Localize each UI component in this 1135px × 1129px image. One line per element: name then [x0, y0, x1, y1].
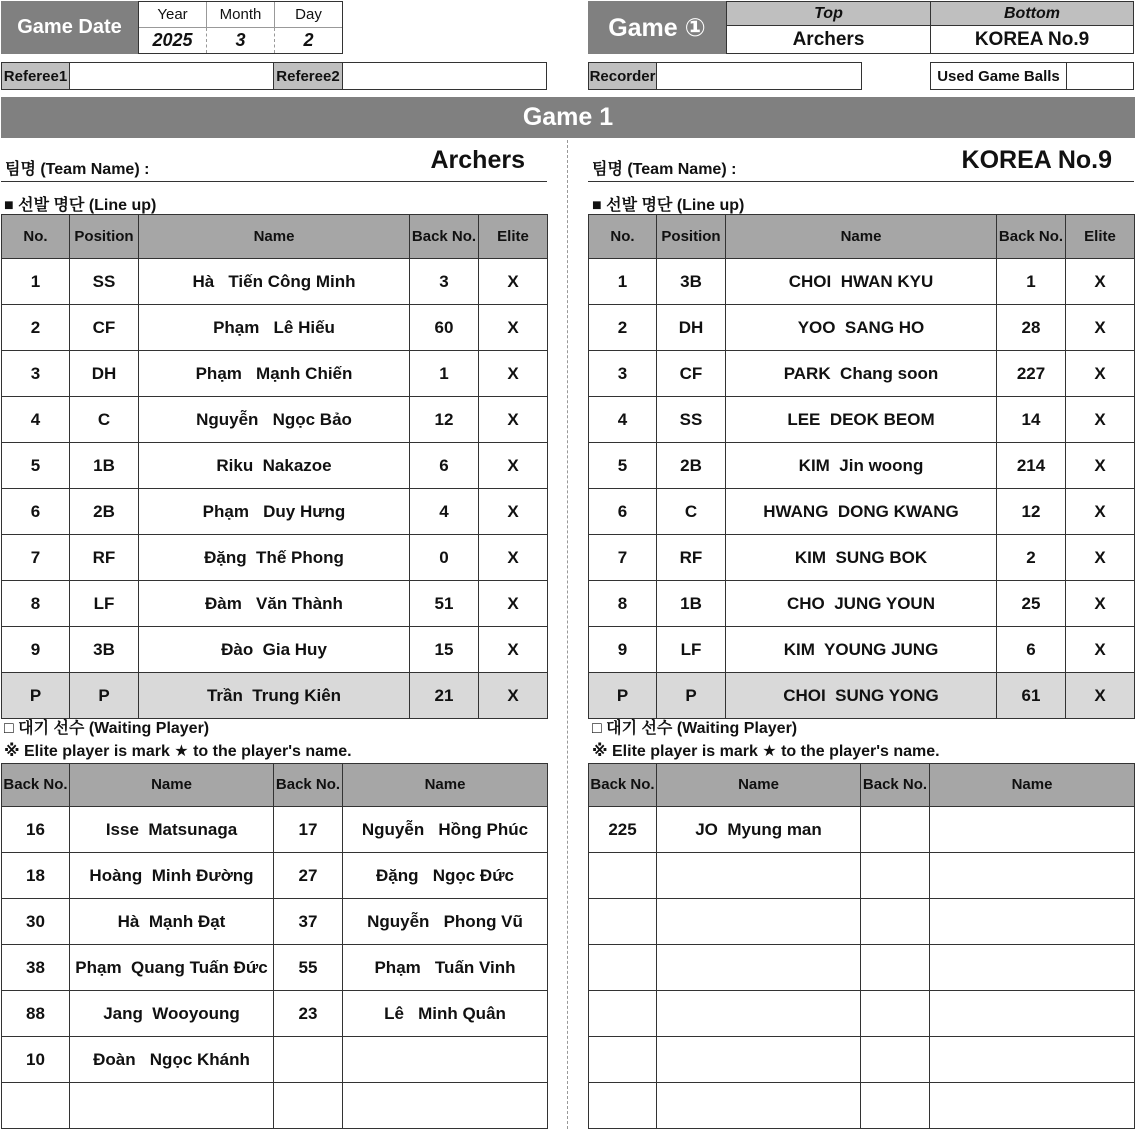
player-name-cell[interactable]: Đào Gia Huy — [139, 627, 410, 673]
back-number-cell[interactable]: 55 — [274, 945, 343, 991]
waiting-row — [589, 945, 1135, 991]
elite-cell[interactable]: X — [479, 581, 548, 627]
year-label: Year — [139, 2, 207, 28]
left-team-name-value[interactable]: Archers — [430, 146, 525, 174]
back-number-cell[interactable]: 17 — [274, 807, 343, 853]
player-name-cell[interactable]: Phạm Tuấn Vinh — [343, 945, 548, 991]
position-cell[interactable]: LF — [657, 627, 726, 673]
player-name-cell[interactable] — [930, 945, 1135, 991]
recorder-row — [588, 62, 862, 90]
lineup-row — [2, 351, 548, 397]
player-name-cell[interactable]: HWANG DONG KWANG — [726, 489, 997, 535]
back-number-cell[interactable] — [861, 1083, 930, 1129]
player-name-cell[interactable]: CHOI HWAN KYU — [726, 259, 997, 305]
top-team-value[interactable]: Archers — [727, 26, 931, 53]
back-number-cell[interactable]: 27 — [274, 853, 343, 899]
col-back-no: Back No. — [997, 215, 1066, 259]
waiting-row — [589, 991, 1135, 1037]
player-name-cell[interactable]: Nguyễn Ngọc Bảo — [139, 397, 410, 443]
position-cell[interactable]: DH — [70, 351, 139, 397]
back-number-cell[interactable]: 61 — [997, 673, 1066, 719]
batting-order-cell[interactable]: 5 — [589, 443, 657, 489]
back-number-cell[interactable]: 227 — [997, 351, 1066, 397]
lineup-row — [589, 535, 1135, 581]
back-number-cell[interactable]: 2 — [997, 535, 1066, 581]
position-cell[interactable]: CF — [70, 305, 139, 351]
player-name-cell[interactable]: Đàm Văn Thành — [139, 581, 410, 627]
col-back-no: Back No. — [410, 215, 479, 259]
back-number-cell[interactable]: 88 — [2, 991, 70, 1037]
back-number-cell[interactable]: 4 — [410, 489, 479, 535]
position-cell[interactable]: 3B — [70, 627, 139, 673]
back-number-cell[interactable]: 37 — [274, 899, 343, 945]
player-name-cell[interactable]: Jang Wooyoung — [70, 991, 274, 1037]
back-number-cell[interactable]: 30 — [2, 899, 70, 945]
player-name-cell[interactable]: Phạm Mạnh Chiến — [139, 351, 410, 397]
back-number-cell[interactable] — [589, 1083, 657, 1129]
player-name-cell[interactable] — [657, 991, 861, 1037]
back-number-cell[interactable]: 1 — [410, 351, 479, 397]
used-balls-input[interactable] — [1067, 63, 1133, 89]
back-number-cell[interactable]: 14 — [997, 397, 1066, 443]
batting-order-cell[interactable]: 7 — [2, 535, 70, 581]
day-value[interactable]: 2 — [303, 30, 314, 50]
recorder-input[interactable] — [657, 63, 861, 89]
back-number-cell[interactable] — [589, 1037, 657, 1083]
player-name-cell[interactable]: Đặng Ngọc Đức — [343, 853, 548, 899]
col-position: Position — [70, 215, 139, 259]
elite-cell[interactable]: X — [479, 443, 548, 489]
right-team-name-row — [588, 144, 1134, 182]
right-elite-note: ※ Elite player is mark ★ to the player's name. — [592, 743, 940, 760]
player-name-cell[interactable]: KIM YOUNG JUNG — [726, 627, 997, 673]
lineup-row — [589, 489, 1135, 535]
elite-cell[interactable]: X — [479, 489, 548, 535]
elite-cell[interactable]: X — [479, 351, 548, 397]
player-name-cell[interactable] — [657, 899, 861, 945]
game-date-label: Game Date — [1, 1, 138, 54]
position-cell[interactable]: 2B — [657, 443, 726, 489]
waiting-row — [589, 899, 1135, 945]
lineup-row — [589, 351, 1135, 397]
player-name-cell[interactable]: Đặng Thế Phong — [139, 535, 410, 581]
back-number-cell[interactable] — [589, 945, 657, 991]
lineup-row — [589, 259, 1135, 305]
top-bottom-box — [726, 1, 1134, 54]
position-cell[interactable]: SS — [70, 259, 139, 305]
player-name-cell[interactable] — [657, 1083, 861, 1129]
batting-order-cell[interactable]: 4 — [589, 397, 657, 443]
bottom-label: Bottom — [931, 2, 1133, 26]
batting-order-cell[interactable]: 8 — [2, 581, 70, 627]
player-name-cell[interactable]: LEE DEOK BEOM — [726, 397, 997, 443]
back-number-cell[interactable] — [861, 945, 930, 991]
lineup-row — [589, 673, 1135, 719]
player-name-cell[interactable]: Nguyễn Phong Vũ — [343, 899, 548, 945]
back-number-cell[interactable]: 28 — [997, 305, 1066, 351]
position-cell[interactable]: RF — [657, 535, 726, 581]
batting-order-cell[interactable]: 8 — [589, 581, 657, 627]
elite-cell[interactable]: X — [1066, 259, 1135, 305]
back-number-cell[interactable]: 225 — [589, 807, 657, 853]
used-balls-label: Used Game Balls — [931, 63, 1067, 89]
month-value[interactable]: 3 — [207, 28, 275, 53]
referee1-input[interactable] — [70, 63, 274, 89]
lineup-row — [2, 443, 548, 489]
player-name-cell[interactable]: Hoàng Minh Đường — [70, 853, 274, 899]
elite-cell[interactable]: X — [479, 627, 548, 673]
col-no: No. — [589, 215, 657, 259]
position-cell[interactable]: SS — [657, 397, 726, 443]
batting-order-cell[interactable]: P — [2, 673, 70, 719]
back-number-cell[interactable]: 16 — [2, 807, 70, 853]
col-name: Name — [726, 215, 997, 259]
back-number-cell[interactable]: 51 — [410, 581, 479, 627]
back-number-cell[interactable] — [589, 853, 657, 899]
back-number-cell[interactable] — [861, 991, 930, 1037]
back-number-cell[interactable]: 6 — [997, 627, 1066, 673]
position-cell[interactable]: P — [70, 673, 139, 719]
waiting-row — [2, 1037, 548, 1083]
game-number-label: Game ① — [588, 1, 726, 54]
back-number-cell[interactable] — [274, 1083, 343, 1129]
col-name: Name — [70, 764, 274, 807]
col-back-no: Back No. — [2, 764, 70, 807]
right-team-name-value[interactable]: KOREA No.9 — [961, 146, 1112, 174]
col-no: No. — [2, 215, 70, 259]
back-number-cell[interactable]: 21 — [410, 673, 479, 719]
recorder-label: Recorder — [589, 63, 657, 89]
batting-order-cell[interactable]: 4 — [2, 397, 70, 443]
position-cell[interactable]: RF — [70, 535, 139, 581]
col-elite: Elite — [479, 215, 548, 259]
back-number-cell[interactable] — [589, 991, 657, 1037]
back-number-cell[interactable]: 214 — [997, 443, 1066, 489]
elite-cell[interactable]: X — [479, 259, 548, 305]
referee2-input[interactable] — [343, 63, 546, 89]
waiting-row — [589, 807, 1135, 853]
batting-order-cell[interactable]: 9 — [589, 627, 657, 673]
position-cell[interactable]: 1B — [657, 581, 726, 627]
batting-order-cell[interactable]: 6 — [589, 489, 657, 535]
position-cell[interactable]: CF — [657, 351, 726, 397]
batting-order-cell[interactable]: 1 — [589, 259, 657, 305]
back-number-cell[interactable]: 38 — [2, 945, 70, 991]
back-number-cell[interactable]: 12 — [997, 489, 1066, 535]
player-name-cell[interactable] — [343, 1037, 548, 1083]
waiting-row — [2, 807, 548, 853]
col-name: Name — [657, 764, 861, 807]
back-number-cell[interactable] — [861, 899, 930, 945]
player-name-cell[interactable]: Hà Mạnh Đạt — [70, 899, 274, 945]
back-number-cell[interactable]: 60 — [410, 305, 479, 351]
player-name-cell[interactable]: Hà Tiến Công Minh — [139, 259, 410, 305]
player-name-cell[interactable] — [930, 899, 1135, 945]
right-waiting-heading: □ 대기 선수 (Waiting Player) — [592, 720, 798, 737]
player-name-cell[interactable] — [657, 945, 861, 991]
referee2-label: Referee2 — [274, 63, 343, 89]
back-number-cell[interactable] — [861, 1037, 930, 1083]
batting-order-cell[interactable]: 7 — [589, 535, 657, 581]
col-back-no: Back No. — [589, 764, 657, 807]
lineup-row — [2, 535, 548, 581]
game-banner: Game 1 — [1, 97, 1135, 138]
player-name-cell[interactable] — [657, 853, 861, 899]
player-name-cell[interactable]: Lê Minh Quân — [343, 991, 548, 1037]
col-name: Name — [930, 764, 1135, 807]
elite-cell[interactable]: X — [1066, 673, 1135, 719]
batting-order-cell[interactable]: 2 — [2, 305, 70, 351]
player-name-cell[interactable]: Isse Matsunaga — [70, 807, 274, 853]
player-name-cell[interactable]: YOO SANG HO — [726, 305, 997, 351]
player-name-cell[interactable]: KIM Jin woong — [726, 443, 997, 489]
player-name-cell[interactable]: CHOI SUNG YONG — [726, 673, 997, 719]
back-number-cell[interactable]: 0 — [410, 535, 479, 581]
player-name-cell[interactable] — [930, 991, 1135, 1037]
right-lineup-table — [588, 214, 1135, 719]
player-name-cell[interactable]: JO Myung man — [657, 807, 861, 853]
col-back-no: Back No. — [274, 764, 343, 807]
lineup-row — [589, 581, 1135, 627]
lineup-row — [589, 627, 1135, 673]
player-name-cell[interactable]: Trần Trung Kiên — [139, 673, 410, 719]
elite-cell[interactable]: X — [479, 305, 548, 351]
back-number-cell[interactable] — [2, 1083, 70, 1129]
batting-order-cell[interactable]: 5 — [2, 443, 70, 489]
batting-order-cell[interactable]: P — [589, 673, 657, 719]
col-position: Position — [657, 215, 726, 259]
day-label: Day — [275, 2, 342, 28]
player-name-cell[interactable] — [930, 1083, 1135, 1129]
left-waiting-table — [1, 763, 548, 1129]
lineup-row — [2, 673, 548, 719]
elite-cell[interactable]: X — [1066, 489, 1135, 535]
back-number-cell[interactable]: 18 — [2, 853, 70, 899]
batting-order-cell[interactable]: 1 — [2, 259, 70, 305]
back-number-cell[interactable]: 12 — [410, 397, 479, 443]
position-cell[interactable]: C — [70, 397, 139, 443]
elite-cell[interactable]: X — [1066, 397, 1135, 443]
referee-row — [1, 62, 547, 90]
lineup-row — [589, 305, 1135, 351]
back-number-cell[interactable]: 10 — [2, 1037, 70, 1083]
waiting-row — [2, 1083, 548, 1129]
player-name-cell[interactable] — [930, 853, 1135, 899]
player-name-cell[interactable] — [930, 1037, 1135, 1083]
col-name: Name — [139, 215, 410, 259]
referee1-label: Referee1 — [2, 63, 70, 89]
batting-order-cell[interactable]: 3 — [2, 351, 70, 397]
back-number-cell[interactable]: 25 — [997, 581, 1066, 627]
right-team-name-label: 팀명 (Team Name) : — [592, 161, 737, 178]
elite-cell[interactable]: X — [479, 673, 548, 719]
player-name-cell[interactable] — [70, 1083, 274, 1129]
lineup-row — [2, 305, 548, 351]
left-waiting-heading: □ 대기 선수 (Waiting Player) — [4, 720, 210, 737]
player-name-cell[interactable] — [343, 1083, 548, 1129]
player-name-cell[interactable]: PARK Chang soon — [726, 351, 997, 397]
waiting-row — [2, 945, 548, 991]
elite-cell[interactable]: X — [1066, 443, 1135, 489]
waiting-row — [589, 1037, 1135, 1083]
waiting-row — [589, 1083, 1135, 1129]
back-number-cell[interactable]: 6 — [410, 443, 479, 489]
back-number-cell[interactable]: 3 — [410, 259, 479, 305]
left-lineup-table — [1, 214, 548, 719]
player-name-cell[interactable]: Nguyễn Hồng Phúc — [343, 807, 548, 853]
lineup-row — [2, 397, 548, 443]
bottom-team-value[interactable]: KOREA No.9 — [974, 28, 1090, 50]
player-name-cell[interactable]: Riku Nakazoe — [139, 443, 410, 489]
position-cell[interactable]: P — [657, 673, 726, 719]
back-number-cell[interactable] — [861, 853, 930, 899]
side-divider — [567, 140, 568, 1129]
back-number-cell[interactable]: 23 — [274, 991, 343, 1037]
col-name: Name — [343, 764, 548, 807]
col-back-no: Back No. — [861, 764, 930, 807]
player-name-cell[interactable] — [930, 807, 1135, 853]
position-cell[interactable]: DH — [657, 305, 726, 351]
elite-cell[interactable]: X — [1066, 535, 1135, 581]
lineup-row — [589, 443, 1135, 489]
player-name-cell[interactable]: KIM SUNG BOK — [726, 535, 997, 581]
position-cell[interactable]: LF — [70, 581, 139, 627]
left-team-name-label: 팀명 (Team Name) : — [5, 161, 150, 178]
elite-cell[interactable]: X — [1066, 627, 1135, 673]
elite-cell[interactable]: X — [1066, 305, 1135, 351]
lineup-row — [589, 397, 1135, 443]
lineup-row — [2, 627, 548, 673]
position-cell[interactable]: 2B — [70, 489, 139, 535]
left-lineup-heading: ■ 선발 명단 (Line up) — [4, 197, 157, 214]
left-elite-note: ※ Elite player is mark ★ to the player's name. — [4, 743, 352, 760]
batting-order-cell[interactable]: 3 — [589, 351, 657, 397]
elite-cell[interactable]: X — [479, 397, 548, 443]
right-lineup-heading: ■ 선발 명단 (Line up) — [592, 197, 745, 214]
batting-order-cell[interactable]: 9 — [2, 627, 70, 673]
back-number-cell[interactable] — [274, 1037, 343, 1083]
back-number-cell[interactable] — [861, 807, 930, 853]
game-date-fields — [138, 1, 343, 54]
lineup-row — [2, 581, 548, 627]
right-waiting-table — [588, 763, 1135, 1129]
month-label: Month — [207, 2, 275, 28]
back-number-cell[interactable] — [589, 899, 657, 945]
player-name-cell[interactable]: Phạm Quang Tuấn Đức — [70, 945, 274, 991]
waiting-row — [2, 853, 548, 899]
player-name-cell[interactable]: Đoàn Ngọc Khánh — [70, 1037, 274, 1083]
elite-cell[interactable]: X — [1066, 581, 1135, 627]
lineup-row — [2, 489, 548, 535]
position-cell[interactable]: 1B — [70, 443, 139, 489]
back-number-cell[interactable]: 15 — [410, 627, 479, 673]
player-name-cell[interactable] — [657, 1037, 861, 1083]
lineup-row — [2, 259, 548, 305]
player-name-cell[interactable]: CHO JUNG YOUN — [726, 581, 997, 627]
year-value[interactable]: 2025 — [139, 28, 207, 53]
back-number-cell[interactable]: 1 — [997, 259, 1066, 305]
position-cell[interactable]: C — [657, 489, 726, 535]
waiting-row — [2, 899, 548, 945]
position-cell[interactable]: 3B — [657, 259, 726, 305]
batting-order-cell[interactable]: 2 — [589, 305, 657, 351]
waiting-row — [2, 991, 548, 1037]
player-name-cell[interactable]: Phạm Duy Hưng — [139, 489, 410, 535]
batting-order-cell[interactable]: 6 — [2, 489, 70, 535]
elite-cell[interactable]: X — [1066, 351, 1135, 397]
used-balls-row — [930, 62, 1134, 90]
player-name-cell[interactable]: Phạm Lê Hiếu — [139, 305, 410, 351]
waiting-row — [589, 853, 1135, 899]
top-label: Top — [727, 2, 931, 26]
left-team-name-row — [1, 144, 547, 182]
col-elite: Elite — [1066, 215, 1135, 259]
elite-cell[interactable]: X — [479, 535, 548, 581]
